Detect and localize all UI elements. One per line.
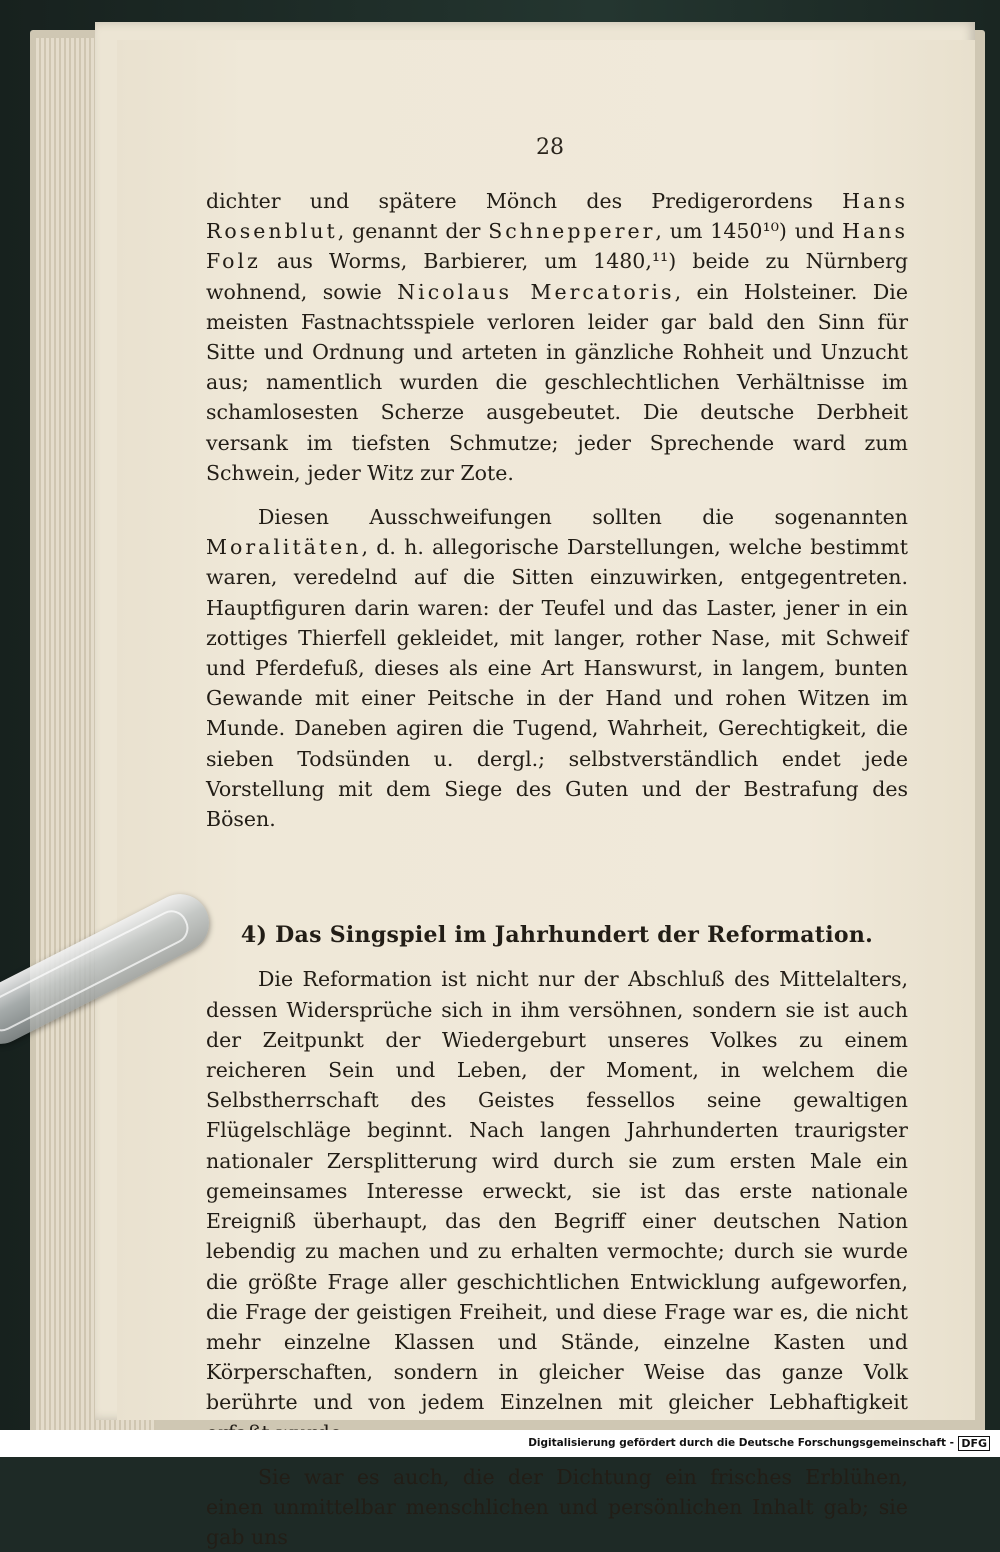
text-run: aus Worms, Barbierer, um 1480,¹¹) beide zu Nürnberg wohnend, sowie (206, 249, 908, 304)
dfg-logo: DFG (958, 1436, 990, 1451)
page-number: 28 (536, 135, 564, 160)
spaced-term: Moralitäten (206, 535, 362, 560)
paragraph-2 (206, 502, 908, 834)
footer-credit: Digitalisierung gefördert durch die Deutsche Forschungsgemeinschaft - (528, 1437, 954, 1449)
section-heading: 4) Das Singspiel im Jahrhundert der Reformation. (240, 922, 874, 949)
spaced-name: Schnepperer (488, 219, 656, 244)
spaced-name: Hans Folz (206, 219, 908, 274)
footer-bar (0, 1430, 1000, 1457)
paragraph-1 (206, 186, 908, 488)
paragraph-3: Die Reformation ist nicht nur der Abschluß des Mittelalters, dessen Widersprüche sich in ihm versöhnen, sondern sie ist auch der Zeitpunkt der Wiedergeburt unseres Volkes zu einem reicheren Sein und Leben, der Moment, in welchem die Selbstherrschaft des Geistes fessellos seine gewaltigen Flügelschläge beginnt. Nach langen Jahrhunderten traurigster nationaler Zersplitterung wird durch sie zum ersten Male ein gemeinsames Interesse erweckt, sie ist das erste nationale Ereigniß überhaupt, das den Begriff einer deutschen Nation lebendig zu machen und zu erhalten vermochte; durch sie wurde die größte Frage aller geschichtlichen Entwicklung aufgeworfen, die Frage der geistigen Freiheit, und diese Frage war es, die nicht mehr einzelne Klassen und Stände, einzelne Kasten und Körperschaften, sondern in gleicher Weise das ganze Volk berührte und von jedem Einzelnen mit gleicher Lebhaftigkeit (206, 967, 908, 1415)
text-run: Diesen Ausschweifungen sollten die sogenannten (258, 505, 908, 530)
text-run: , genannt der (337, 219, 489, 244)
paragraph-4: Sie war es auch, die der Dichtung ein frisches Erblühen, einen unmittelbar menschlichen und persönlichen Inhalt gab; sie gab uns (206, 1464, 908, 1550)
spaced-name: Hans Rosenblut (206, 189, 908, 244)
spaced-name: Nicolaus Mercatoris (397, 279, 675, 304)
text-run: , ein Holsteiner. Die meisten Fastnachtsspiele verloren leider gar bald den Sinn für Sitte und Ordnung und arteten in gänzliche Rohheit und Unzucht aus; namentlich wurden die geschlechtlichen Verhältnisse im schamlosesten Scherze ausgebeutet. Die deutsche Derbheit versank im tiefsten Schmutze; jeder Sprechende ward zum Schwein, jeder Witz zur Zote. (206, 279, 908, 485)
text-body (206, 186, 908, 1552)
text-run: , um 1450¹⁰) und (655, 219, 843, 244)
text-run: , d. h. allegorische Darstellungen, welche bestimmt waren, veredelnd auf die Sitten einzuwirken, entgegentreten. Hauptfiguren darin waren: der Teufel und das Laster, jener in ein zottiges Thierfell gekleidet, mit langer, rother Nase, mit Schweif und Pferdefuß, dieses als eine Art Hanswurst, in langem, bunten Gewande mit einer Peitsche in der Hand und rohen Witzen im Munde. Daneben agiren die Tugend, Wahrheit, Gerechtigkeit, die sieben Todsünden u. dergl.; selbstverständlich endet jede Vorstellung mit dem Siege des Guten und der Bestrafung des Bösen. (206, 535, 908, 832)
text-run: dichter und spätere Mönch des Predigerordens (206, 189, 843, 213)
